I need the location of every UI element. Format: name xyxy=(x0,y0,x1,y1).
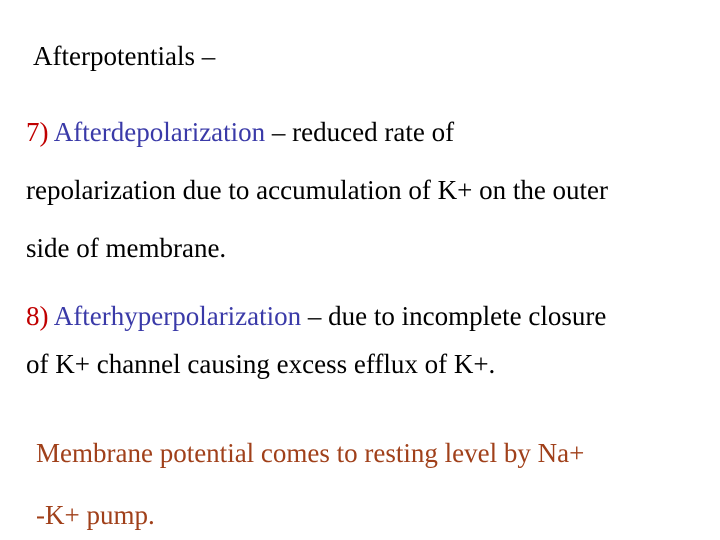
item-8-definition-start: – due to incomplete closure xyxy=(301,301,607,331)
item-7-number: 7) xyxy=(26,117,49,147)
item-8-line-1 xyxy=(26,300,606,332)
item-8-line-2: of K+ channel causing excess efflux of K+. xyxy=(26,349,496,379)
item-7-term: Afterdepolarization xyxy=(53,117,266,147)
item-8-number: 8) xyxy=(26,301,49,331)
note-line-2: -K+ pump. xyxy=(36,500,155,530)
item-7-line-2: repolarization due to accumulation of K+ on the outer xyxy=(26,175,609,205)
item-7-line-3: side of membrane. xyxy=(26,233,227,263)
item-8-term: Afterhyperpolarization xyxy=(53,301,302,331)
item-7-line-1 xyxy=(26,116,454,148)
item-7-definition-start: – reduced rate of xyxy=(265,117,455,147)
note-line-1: Membrane potential comes to resting level by Na+ xyxy=(36,438,585,468)
slide-title: Afterpotentials – xyxy=(33,41,216,71)
